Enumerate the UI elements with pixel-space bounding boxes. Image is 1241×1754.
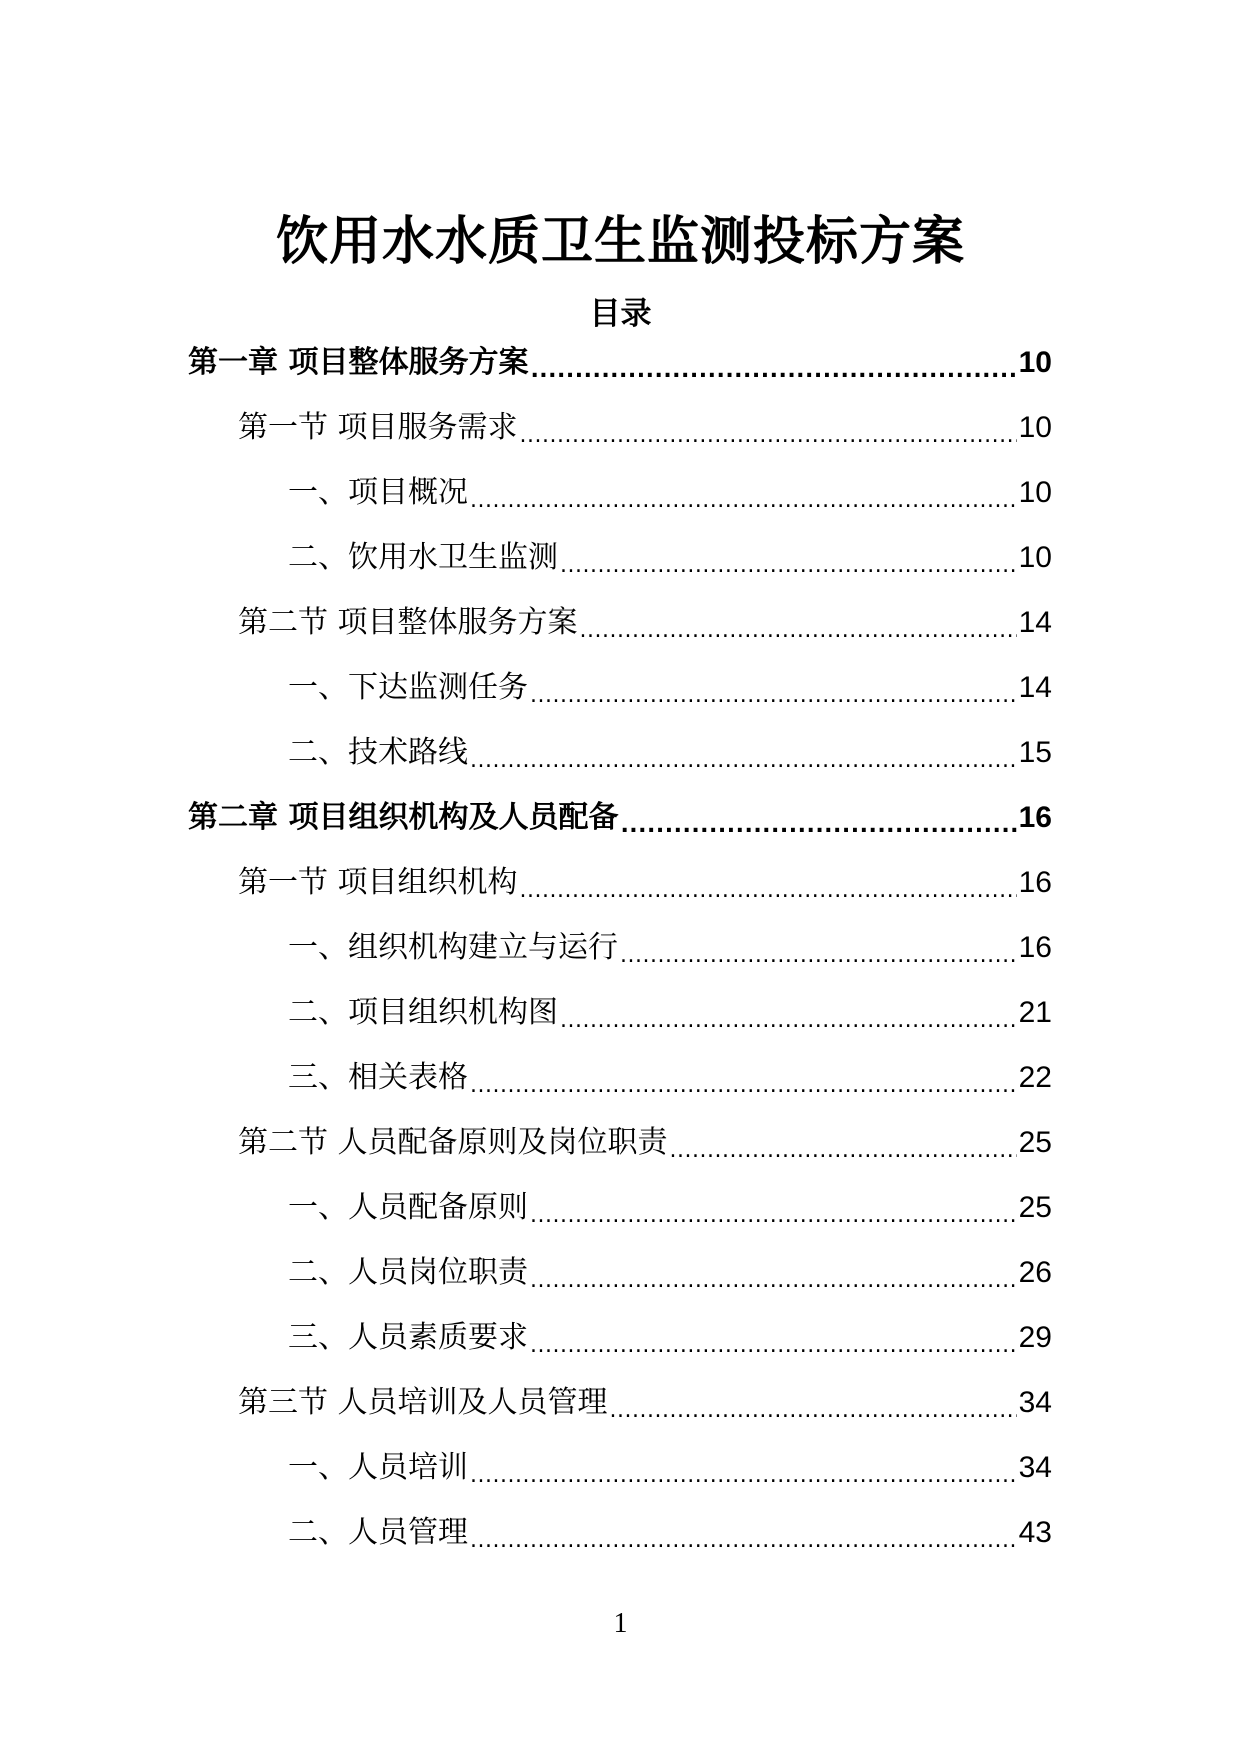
toc-entry-subsection[interactable] — [0, 915, 1241, 980]
toc-entry-title: 一、组织机构建立与运行 — [288, 929, 618, 965]
toc-entry-page: 25 — [1018, 1125, 1052, 1159]
toc-entry-section[interactable] — [0, 590, 1241, 655]
toc-dot-leader — [560, 556, 1017, 590]
toc-entry-subsection[interactable] — [0, 460, 1241, 525]
toc-entry-title: 三、相关表格 — [288, 1059, 468, 1095]
toc-dot-leader — [620, 946, 1017, 980]
toc-dot-leader — [470, 1076, 1017, 1110]
toc-entry-page: 26 — [1018, 1255, 1052, 1289]
page-number: 1 — [613, 1608, 628, 1639]
toc-dot-leader — [620, 816, 1016, 850]
toc-entry-subsection[interactable] — [0, 525, 1241, 590]
toc-entry-title: 第一节 项目服务需求 — [238, 409, 518, 445]
toc-dot-leader — [520, 881, 1017, 915]
toc-dot-leader — [580, 621, 1017, 655]
toc-entry-chapter[interactable] — [0, 785, 1241, 850]
toc-dot-leader — [560, 1011, 1017, 1045]
toc-entry-page: 43 — [1018, 1515, 1052, 1549]
toc-entry-subsection[interactable] — [0, 980, 1241, 1045]
toc-entry-title: 第一节 项目组织机构 — [238, 864, 518, 900]
toc-entry-page: 21 — [1018, 995, 1052, 1029]
toc-entry-subsection[interactable] — [0, 655, 1241, 720]
toc-entry-chapter[interactable] — [0, 330, 1241, 395]
toc-entry-title: 第三节 人员培训及人员管理 — [238, 1384, 608, 1420]
toc-dot-leader — [610, 1401, 1017, 1435]
toc-entry-section[interactable] — [0, 395, 1241, 460]
toc-entry-title: 二、饮用水卫生监测 — [288, 539, 558, 575]
toc-entry-title: 一、项目概况 — [288, 474, 468, 510]
toc-dot-leader — [520, 426, 1017, 460]
toc-entry-page: 34 — [1018, 1450, 1052, 1484]
toc-entry-subsection[interactable] — [0, 720, 1241, 785]
toc-entry-subsection[interactable] — [0, 1435, 1241, 1500]
toc-entry-page: 34 — [1018, 1385, 1052, 1419]
toc-entry-subsection[interactable] — [0, 1175, 1241, 1240]
table-of-contents — [0, 330, 1241, 1565]
toc-dot-leader — [470, 1531, 1017, 1565]
toc-entry-section[interactable] — [0, 1110, 1241, 1175]
toc-dot-leader — [530, 1336, 1017, 1370]
toc-dot-leader — [670, 1141, 1017, 1175]
toc-dot-leader — [470, 751, 1017, 785]
toc-entry-title: 第一章 项目整体服务方案 — [188, 344, 529, 380]
toc-entry-page: 10 — [1018, 540, 1052, 574]
toc-entry-page: 16 — [1018, 800, 1052, 834]
toc-dot-leader — [530, 686, 1017, 720]
toc-entry-title: 第二节 项目整体服务方案 — [238, 604, 578, 640]
toc-entry-title: 一、下达监测任务 — [288, 669, 528, 705]
toc-dot-leader — [530, 1271, 1017, 1305]
toc-dot-leader — [470, 1466, 1017, 1500]
toc-entry-page: 14 — [1018, 670, 1052, 704]
toc-entry-title: 第二章 项目组织机构及人员配备 — [188, 799, 619, 835]
toc-entry-page: 16 — [1018, 930, 1052, 964]
toc-entry-page: 10 — [1018, 475, 1052, 509]
document-title: 饮用水水质卫生监测投标方案 — [275, 211, 965, 272]
toc-entry-page: 22 — [1018, 1060, 1052, 1094]
toc-entry-subsection[interactable] — [0, 1305, 1241, 1370]
toc-entry-title: 二、技术路线 — [288, 734, 468, 770]
toc-entry-title: 第二节 人员配备原则及岗位职责 — [238, 1124, 668, 1160]
toc-entry-page: 25 — [1018, 1190, 1052, 1224]
toc-entry-page: 14 — [1018, 605, 1052, 639]
toc-entry-page: 10 — [1018, 345, 1052, 379]
toc-entry-page: 16 — [1018, 865, 1052, 899]
toc-dot-leader — [470, 491, 1017, 525]
toc-entry-title: 一、人员配备原则 — [288, 1189, 528, 1225]
toc-entry-title: 二、人员岗位职责 — [288, 1254, 528, 1290]
toc-dot-leader — [530, 1206, 1017, 1240]
toc-heading: 目录 — [589, 295, 652, 332]
toc-entry-page: 15 — [1018, 735, 1052, 769]
toc-entry-subsection[interactable] — [0, 1240, 1241, 1305]
toc-entry-title: 一、人员培训 — [288, 1449, 468, 1485]
toc-entry-subsection[interactable] — [0, 1045, 1241, 1110]
toc-entry-section[interactable] — [0, 850, 1241, 915]
toc-entry-title: 二、人员管理 — [288, 1514, 468, 1550]
toc-entry-title: 三、人员素质要求 — [288, 1319, 528, 1355]
toc-entry-page: 10 — [1018, 410, 1052, 444]
toc-entry-title: 二、项目组织机构图 — [288, 994, 558, 1030]
toc-entry-section[interactable] — [0, 1370, 1241, 1435]
toc-entry-subsection[interactable] — [0, 1500, 1241, 1565]
toc-dot-leader — [530, 361, 1016, 395]
toc-entry-page: 29 — [1018, 1320, 1052, 1354]
